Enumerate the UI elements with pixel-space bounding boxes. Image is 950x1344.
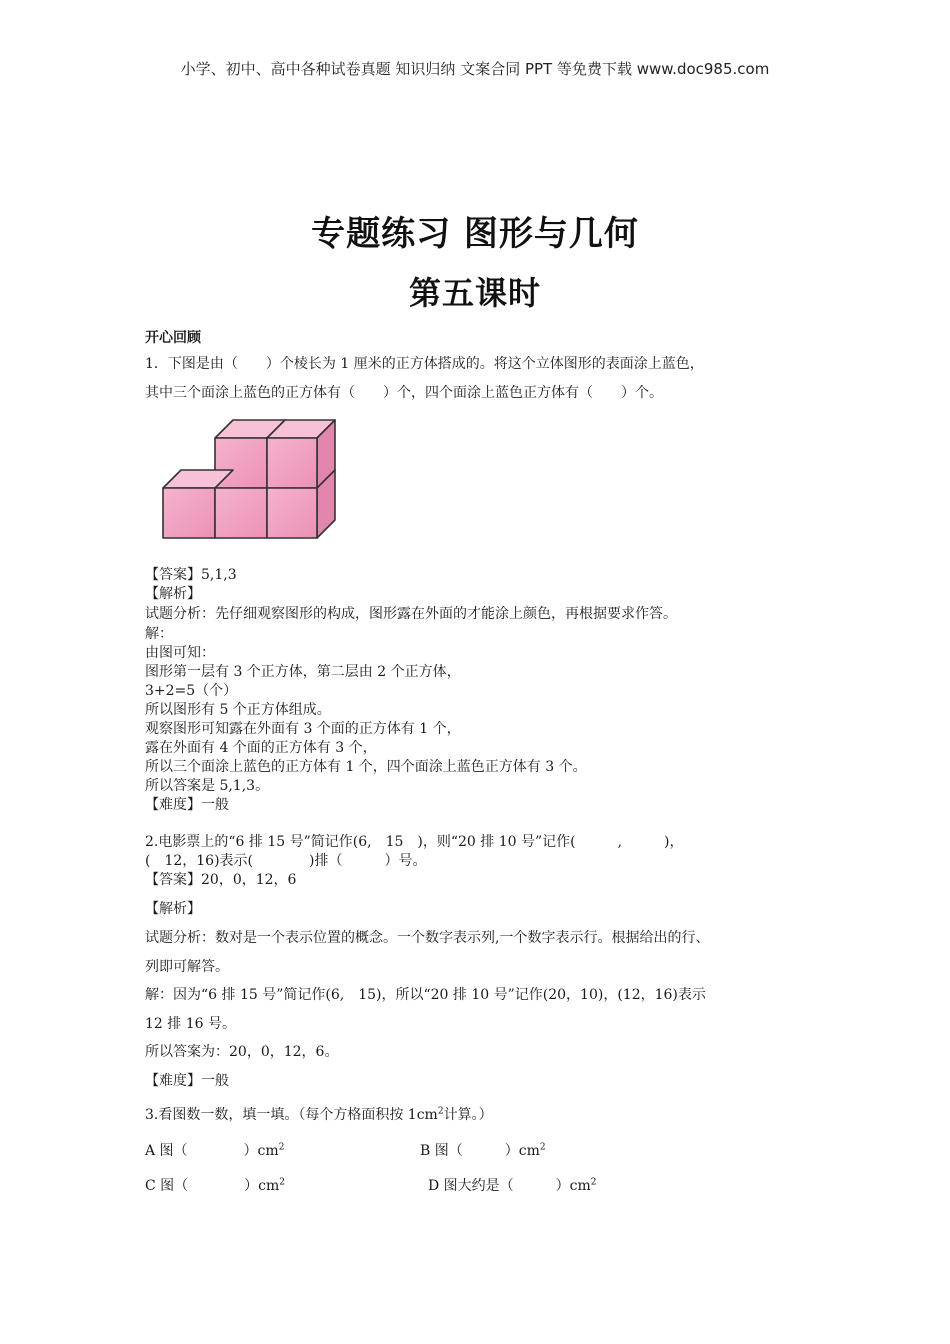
q1-answer: 【答案】5,1,3 <box>145 567 237 583</box>
q1-analysis-line: 由图可知： <box>145 645 215 661</box>
q2-analysis-line: 试题分析：数对是一个表示位置的概念。一个数字表示列,一个数字表示行。根据给出的行、 <box>145 930 710 946</box>
q2-text-line1: 2.电影票上的“6 排 15 号”简记作(6, 15 )，则“20 排 10 号”记作( , )， <box>145 834 684 850</box>
q2-analysis-line: 解：因为“6 排 15 号”简记作(6, 15)，所以“20 排 10 号”记作(20，10)，(12，16)表示 <box>145 987 706 1003</box>
cube-bottom-middle-front <box>215 488 267 538</box>
cube-bottom-right-front <box>267 488 317 538</box>
cube-figure <box>155 412 345 544</box>
q3-text-line1: 3.看图数一数，填一填。（每个方格面积按 $1cm^2$计算。） <box>145 1106 493 1123</box>
cube-top-right-front <box>267 438 317 488</box>
q3-d-blank: D 图大约是（ ）$cm^2$ <box>428 1177 597 1194</box>
page-subtitle: 第五课时 <box>408 274 541 312</box>
q2-analysis-line: 12 排 16 号。 <box>145 1016 236 1032</box>
q3-c-blank: C 图（ ）$cm^2$ <box>145 1177 286 1194</box>
q3-a-blank: A 图（ ）$cm^2$ <box>145 1142 285 1159</box>
q1-analysis-line: 图形第一层有 3 个正方体，第二层由 2 个正方体， <box>145 664 461 680</box>
q1-analysis-line: 露在外面有 4 个面的正方体有 3 个， <box>145 740 377 756</box>
section-heading: 开心回顾 <box>145 330 201 346</box>
q2-text-line2: ( 12，16)表示( )排（ ）号。 <box>145 853 427 869</box>
q1-analysis-line: 观察图形可知露在外面有 3 个面的正方体有 1 个， <box>145 721 461 737</box>
q1-analysis-line: 解： <box>145 626 173 642</box>
q1-text-line2: 其中三个面涂上蓝色的正方体有（ ）个，四个面涂上蓝色正方体有（ ）个。 <box>145 385 663 401</box>
q3-b-blank: B 图（ ）$cm^2$ <box>420 1142 546 1159</box>
q1-analysis-line: 3+2=5（个） <box>145 683 238 699</box>
q1-analysis-line: 试题分析：先仔细观察图形的构成，图形露在外面的才能涂上颜色，再根据要求作答。 <box>145 606 677 622</box>
page-title: 专题练习 图形与几何 <box>311 214 639 254</box>
cube-bottom-left-front <box>163 488 215 538</box>
q1-analysis-line: 所以三个面涂上蓝色的正方体有 1 个，四个面涂上蓝色正方体有 3 个。 <box>145 759 587 775</box>
page-header: 小学、初中、高中各种试卷真题 知识归纳 文案合同 PPT 等免费下载 www.doc985.com <box>180 60 770 78</box>
q2-analysis-label: 【解析】 <box>145 901 201 917</box>
q1-analysis-line: 所以图形有 5 个正方体组成。 <box>145 702 331 718</box>
q2-answer: 【答案】20，0，12，6 <box>145 872 297 888</box>
q2-analysis-line: 列即可解答。 <box>145 959 229 975</box>
q2-difficulty: 【难度】一般 <box>145 1073 229 1089</box>
q1-difficulty: 【难度】一般 <box>145 797 229 813</box>
q1-text-line1: 1．下图是由（ ）个棱长为 1 厘米的正方体搭成的。将这个立体图形的表面涂上蓝色， <box>145 356 704 372</box>
q1-analysis-label: 【解析】 <box>145 586 201 602</box>
q2-analysis-line: 所以答案为：20，0，12，6。 <box>145 1044 339 1060</box>
q1-analysis-line: 所以答案是 5,1,3。 <box>145 778 270 794</box>
